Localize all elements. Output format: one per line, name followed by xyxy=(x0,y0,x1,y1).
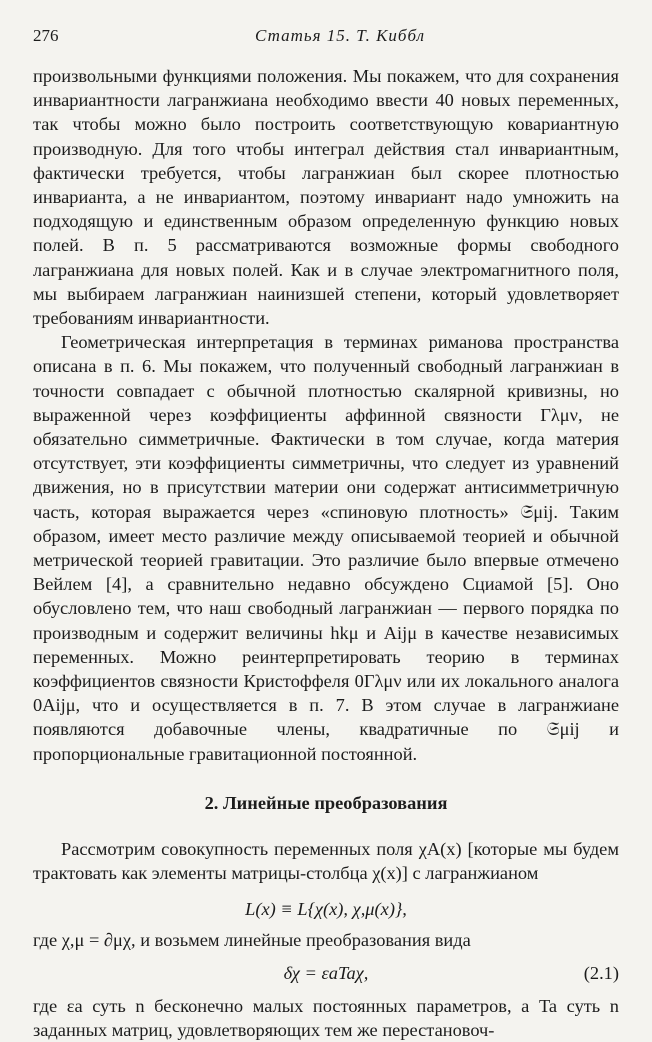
section-intro: Рассмотрим совокупность переменных поля χA(x) [которые мы будем трактовать как элементы матрицы-столбца χ(x)] с лагранжианом xyxy=(33,839,619,884)
section-title: 2. Линейные преобразования xyxy=(204,792,448,813)
paragraph-2: Геометрическая интерпретация в терминах риманова пространства описана в п. 6. Мы покажем, что полученный свободный лагранжиан в точности совпадает с обычной плотностью скалярной кривизны, но выраженной через коэффициенты аффинной связности Γλμν, не обязательно симметричные. Фактически в том случае, когда материя отсутствует, эти коэффициенты симметричны, что следует из уравнений движения, но в присутствии материи они содержат антисимметричную часть, которая выражается через «спиновую плотность» 𝔖μij. Таким образом, имеет место различие между описываемой теорией и обычной метрической теорией гравитации. Это различие было впервые отмечено Вейлем [4], а сравнительно недавно обсуждено Сциамой [5]. Оно обусловлено тем, что наш свободный лагранжиан — первого порядка по производным и содержит величины hkμ и Aijμ в качестве независимых переменных. Можно реинтерпретировать теорию в терминах коэффициентов связности Кристоффеля 0Γλμν или их локального аналога 0Aijμ, что и осуществляется в п. 7. В этом случае в лагранжиане появляются добавочные члены, квадратичные по 𝔖μij и пропорциональные гравитационной постоянной. xyxy=(33,332,619,764)
formula-lagrangian-text: L(x) ≡ L{χ(x), χ,μ(x)}, xyxy=(245,898,407,919)
formula-2-1 xyxy=(33,958,619,988)
equation-number: (2.1) xyxy=(583,962,619,983)
body-text xyxy=(33,64,619,1042)
closing-text: где εa суть n бесконечно малых постоянных параметров, а Ta суть n заданных матриц, удовлетворяющих тем же перестановоч- xyxy=(33,995,619,1040)
formula-lagrangian xyxy=(33,894,619,924)
page-number: 276 xyxy=(33,26,59,45)
running-title: Статья 15. Т. Киббл xyxy=(255,26,425,45)
formula-2-1-text: δχ = εaTaχ, xyxy=(283,962,369,983)
between-text: где χ,μ = ∂μχ, и возьмем линейные преобразования вида xyxy=(33,929,471,950)
page-header xyxy=(33,26,619,48)
paragraph-1: произвольными функциями положения. Мы покажем, что для сохранения инвариантности лагранжиана необходимо ввести 40 новых переменных, так чтобы можно было построить соответствующую ковариантную производную. Для того чтобы интеграл действия стал инвариантным, фактически требуется, чтобы лагранжиан был скорее плотностью инварианта, а не инвариантом, поэтому инвариант надо умножить на подходящую и единственным образом определенную функцию новых полей. В п. 5 рассматриваются возможные формы свободного лагранжиана для новых полей. Как и в случае электромагнитного поля, мы выбираем лагранжиан наинизшей степени, который удовлетворяет требованиям инвариантности. xyxy=(33,66,619,329)
